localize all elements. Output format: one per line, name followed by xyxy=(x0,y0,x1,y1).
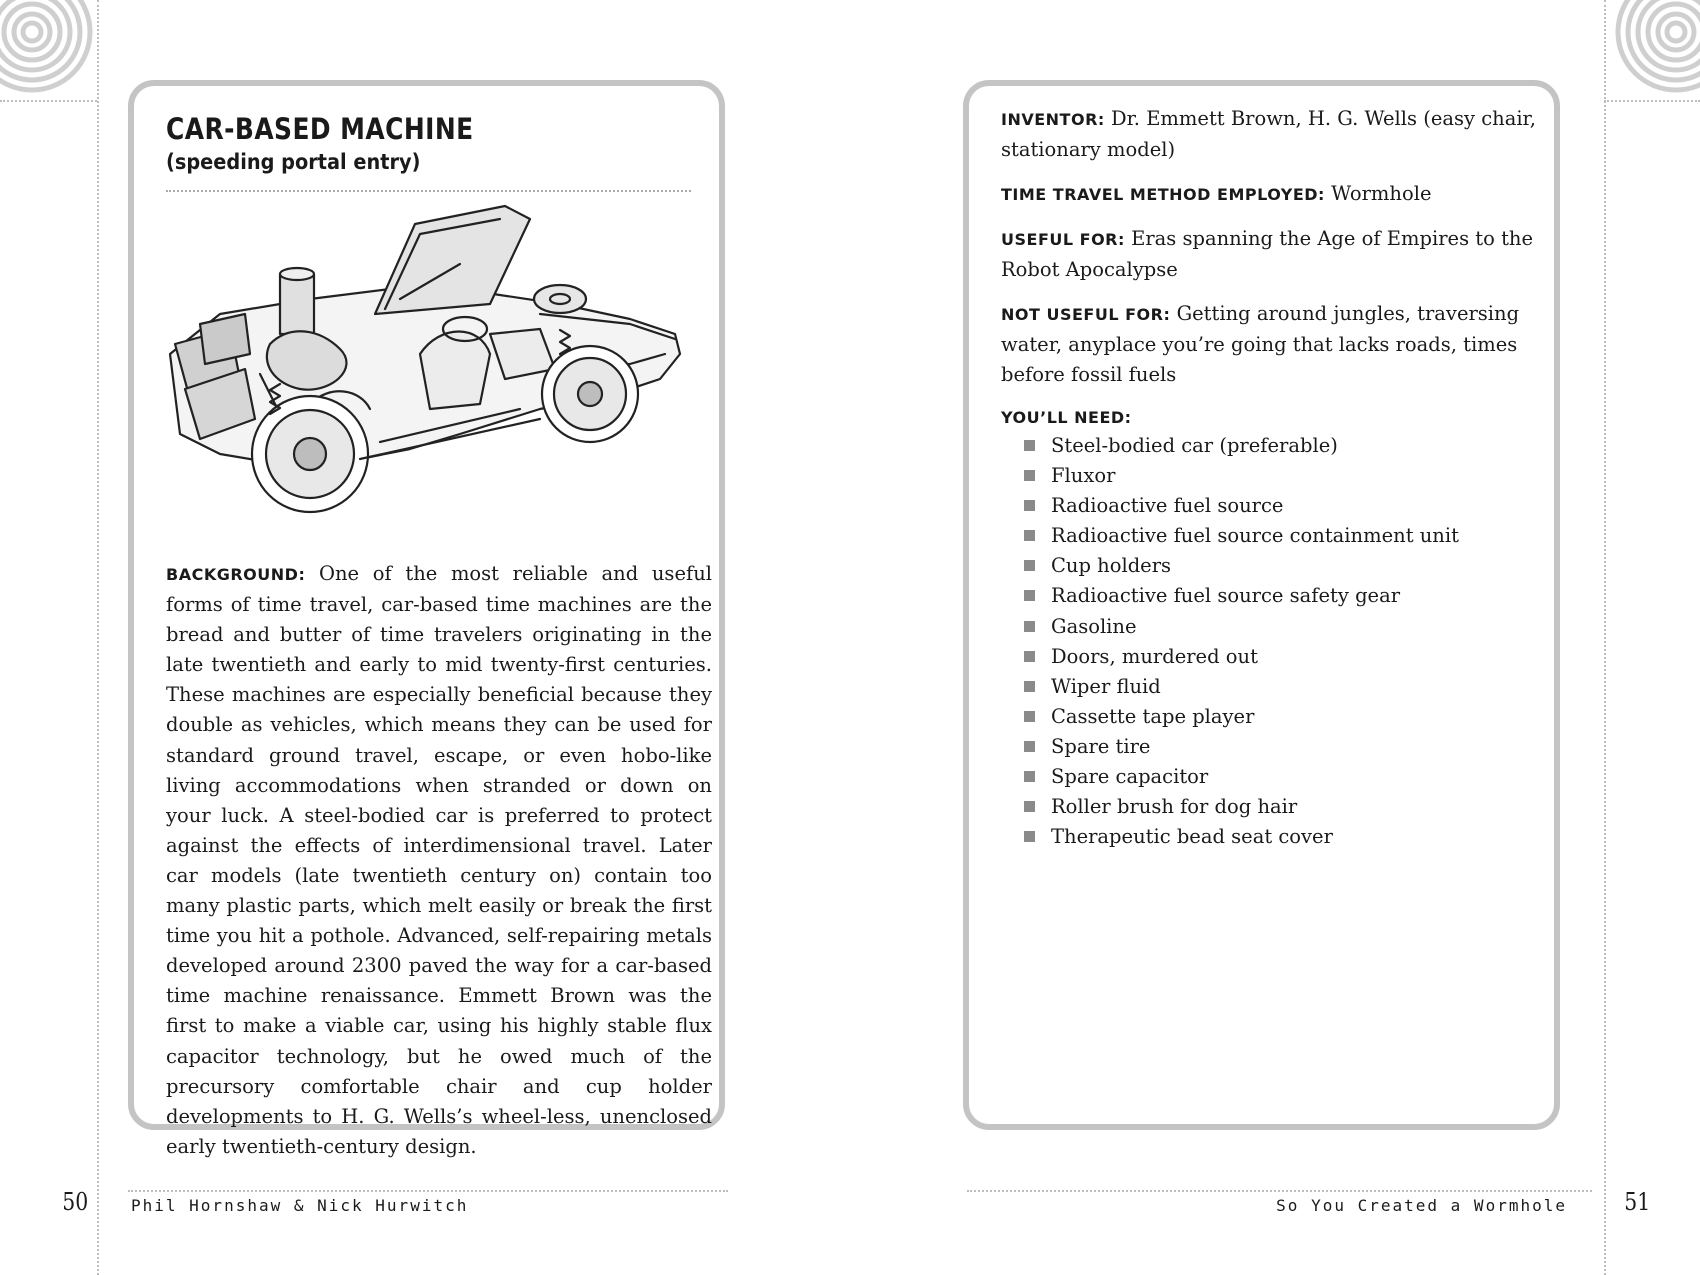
need-item-text: Fluxor xyxy=(1051,464,1116,488)
needs-list xyxy=(1024,431,1459,852)
need-item-text: Therapeutic bead seat cover xyxy=(1051,825,1333,849)
need-item-text: Spare capacitor xyxy=(1051,765,1209,789)
inventor-value: Dr. Emmett Brown, H. G. Wells (easy chair, stationary model) xyxy=(1001,107,1536,162)
list-item xyxy=(1024,551,1459,581)
square-bullet-icon xyxy=(1024,681,1035,692)
need-item-text: Cup holders xyxy=(1051,554,1172,578)
square-bullet-icon xyxy=(1024,651,1035,662)
list-item xyxy=(1024,672,1459,702)
list-item xyxy=(1024,461,1459,491)
background-label: BACKGROUND: xyxy=(166,565,306,584)
square-bullet-icon xyxy=(1024,590,1035,601)
not-useful-label: NOT USEFUL FOR: xyxy=(1001,305,1171,324)
useful-field xyxy=(1001,224,1547,285)
square-bullet-icon xyxy=(1024,440,1035,451)
list-item xyxy=(1024,732,1459,762)
need-item-text: Radioactive fuel source xyxy=(1051,494,1284,518)
list-item xyxy=(1024,642,1459,672)
need-item-text: Gasoline xyxy=(1051,614,1137,638)
square-bullet-icon xyxy=(1024,470,1035,481)
square-bullet-icon xyxy=(1024,711,1035,722)
list-item xyxy=(1024,762,1459,792)
need-item-text: Wiper fluid xyxy=(1051,674,1161,698)
useful-value: Eras spanning the Age of Empires to the Robot Apocalypse xyxy=(1001,227,1534,282)
background-text: One of the most reliable and useful forms of time travel, car-based time machines are the bread and butter of time travelers originating in the late twentieth and early to mid twenty-first centuries. These machines are especially beneficial because they double as vehicles, which means they can be used for standard ground travel, escape, or even hobo-like living accommodations when stranded or down on your luck. A steel-bodied car is preferred to protect against the effects of interdimensional travel. Later car models (late twentieth century on) contain too many plastic parts, which melt easily or break the first time you hit a pothole. Advanced, self-repairing metals developed around 2300 paved the way for a car-based time machine renaissance. Emmett Brown was the first to make a viable car, using his highly stable flux capacitor technology, but he owed much of the precursory comfortable chair and cup holder developments to H. G. Wells’s wheel-less, unenclosed early twentieth-century design. xyxy=(166,562,712,1158)
need-item-text: Roller brush for dog hair xyxy=(1051,795,1298,819)
list-item xyxy=(1024,431,1459,461)
footer-divider-left xyxy=(128,1190,728,1192)
inventor-field xyxy=(1001,104,1547,165)
need-item-text: Cassette tape player xyxy=(1051,704,1255,728)
square-bullet-icon xyxy=(1024,771,1035,782)
footer-authors: Phil Hornshaw & Nick Hurwitch xyxy=(131,1196,469,1215)
footer-book-title: So You Created a Wormhole xyxy=(1276,1196,1567,1215)
not-useful-value: Getting around jungles, traversing water, anyplace you’re going that lacks roads, times before fossil fuels xyxy=(1001,302,1520,387)
need-item-text: Spare tire xyxy=(1051,734,1151,758)
right-margin-dots xyxy=(1604,0,1606,1275)
inventor-label: INVENTOR: xyxy=(1001,110,1105,129)
list-item xyxy=(1024,581,1459,611)
page-title: CAR-BASED MACHINE xyxy=(166,112,474,146)
footer-divider-right xyxy=(967,1190,1592,1192)
square-bullet-icon xyxy=(1024,831,1035,842)
page-number-left: 50 xyxy=(62,1188,89,1216)
list-item xyxy=(1024,612,1459,642)
square-bullet-icon xyxy=(1024,500,1035,511)
method-field xyxy=(1001,179,1547,210)
list-item xyxy=(1024,521,1459,551)
square-bullet-icon xyxy=(1024,741,1035,752)
need-item-text: Radioactive fuel source containment unit xyxy=(1051,524,1459,548)
spiral-icon xyxy=(1604,0,1700,102)
left-margin-dots xyxy=(97,0,99,1275)
list-item xyxy=(1024,822,1459,852)
title-divider xyxy=(166,190,691,192)
list-item xyxy=(1024,792,1459,822)
need-item-text: Radioactive fuel source safety gear xyxy=(1051,584,1401,608)
method-value: Wormhole xyxy=(1331,182,1432,205)
right-card xyxy=(963,80,1560,1130)
not-useful-field xyxy=(1001,299,1547,390)
square-bullet-icon xyxy=(1024,560,1035,571)
need-item-text: Steel-bodied car (preferable) xyxy=(1051,434,1338,457)
left-card xyxy=(128,80,725,1158)
need-label: YOU’LL NEED: xyxy=(1001,408,1132,427)
car-illustration xyxy=(160,204,705,534)
background-paragraph xyxy=(166,559,712,1162)
square-bullet-icon xyxy=(1024,530,1035,541)
method-label: TIME TRAVEL METHOD EMPLOYED: xyxy=(1001,185,1325,204)
need-heading xyxy=(1001,402,1547,433)
list-item xyxy=(1024,491,1459,521)
useful-label: USEFUL FOR: xyxy=(1001,230,1125,249)
spiral-icon xyxy=(0,0,102,102)
page-number-right: 51 xyxy=(1624,1188,1651,1216)
need-item-text: Doors, murdered out xyxy=(1051,644,1258,668)
square-bullet-icon xyxy=(1024,801,1035,812)
list-item xyxy=(1024,702,1459,732)
square-bullet-icon xyxy=(1024,621,1035,632)
page-subtitle: (speeding portal entry) xyxy=(166,150,421,174)
